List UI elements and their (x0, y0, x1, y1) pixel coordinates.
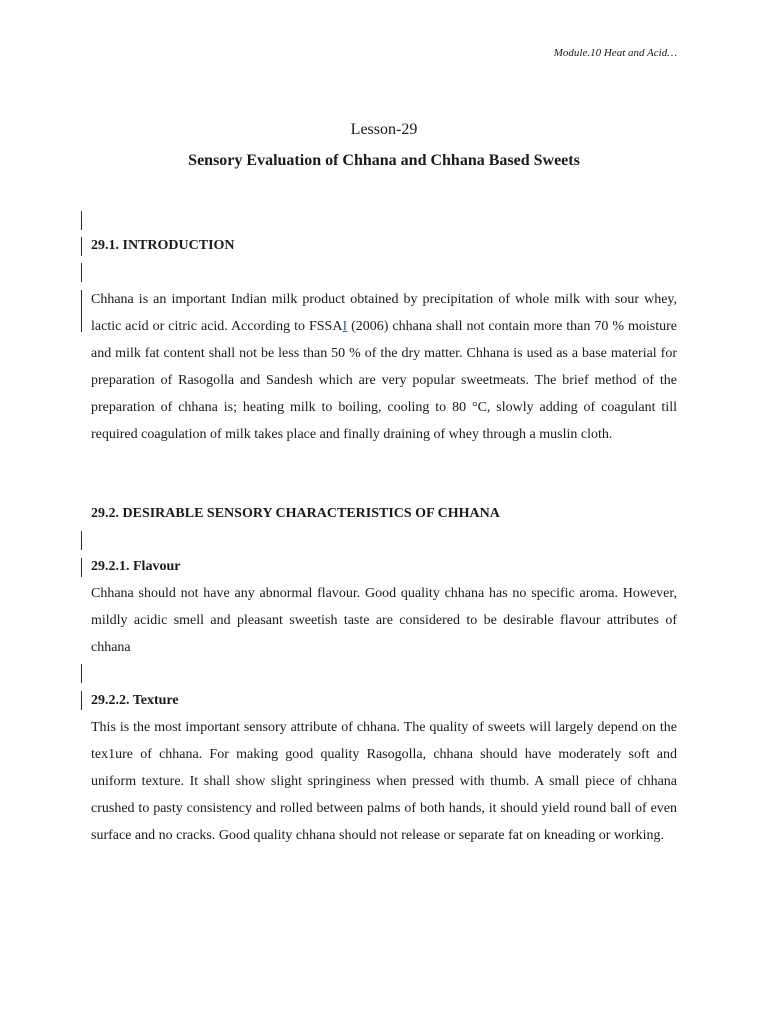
running-header: Module.10 Heat and Acid… (553, 47, 677, 59)
revision-bar (81, 211, 82, 230)
section-heading-introduction: 29.1. INTRODUCTION (91, 238, 235, 253)
lesson-title: Sensory Evaluation of Chhana and Chhana Based Sweets (188, 152, 580, 169)
subsection-heading-texture: 29.2.2. Texture (91, 693, 179, 708)
fssai-abbreviation: FSSA (308, 319, 343, 334)
revision-bar (81, 558, 82, 577)
revision-bar (81, 263, 82, 282)
revision-bar (81, 237, 82, 256)
introduction-paragraph (91, 286, 677, 448)
revision-bar (81, 691, 82, 710)
introduction-text-start: Chhana is an important Indian milk product obtained by precipitation of whole milk with sour whey, lactic acid or citric acid. According to (91, 292, 677, 334)
introduction-text-end: (2006) chhana shall not contain more than 70 % moisture and milk fat content shall not be less than 50 % of the dry matter. Chhana is used as a base material for preparation of Rasogolla and Sandesh which are very popular sweetmeats. The brief method of the preparation of chhana is; heating milk to boiling, cooling to 80 °C, slowly adding of coagulant till required coagulation of milk takes place and finally draining of whey through a muslin cloth. (91, 319, 678, 442)
revision-bar (81, 290, 82, 332)
fssai-abbreviation-link[interactable]: I (342, 319, 348, 334)
lesson-number: Lesson-29 (350, 121, 418, 138)
revision-bar (81, 664, 82, 683)
subsection-heading-flavour: 29.2.1. Flavour (91, 559, 181, 574)
texture-paragraph: This is the most important sensory attribute of chhana. The quality of sweets will largely depend on the tex1ure of chhana. For making good quality Rasogolla, chhana should have moderately soft and uniform texture. It shall show slight springiness when pressed with thumb. A small piece of chhana crushed to pasty consistency and rolled between palms of both hands, it should yield round ball of even surface and no cracks. Good quality chhana should not release or separate fat on kneading or working. (91, 720, 677, 843)
revision-bar (81, 531, 82, 550)
flavour-paragraph: Chhana should not have any abnormal flavour. Good quality chhana has no specific aroma. However, mildly acidic smell and pleasant sweetish taste are considered to be desirable flavour attributes of chhana (91, 586, 677, 655)
section-heading-desirable-characteristics: 29.2. DESIRABLE SENSORY CHARACTERISTICS OF CHHANA (91, 506, 500, 521)
